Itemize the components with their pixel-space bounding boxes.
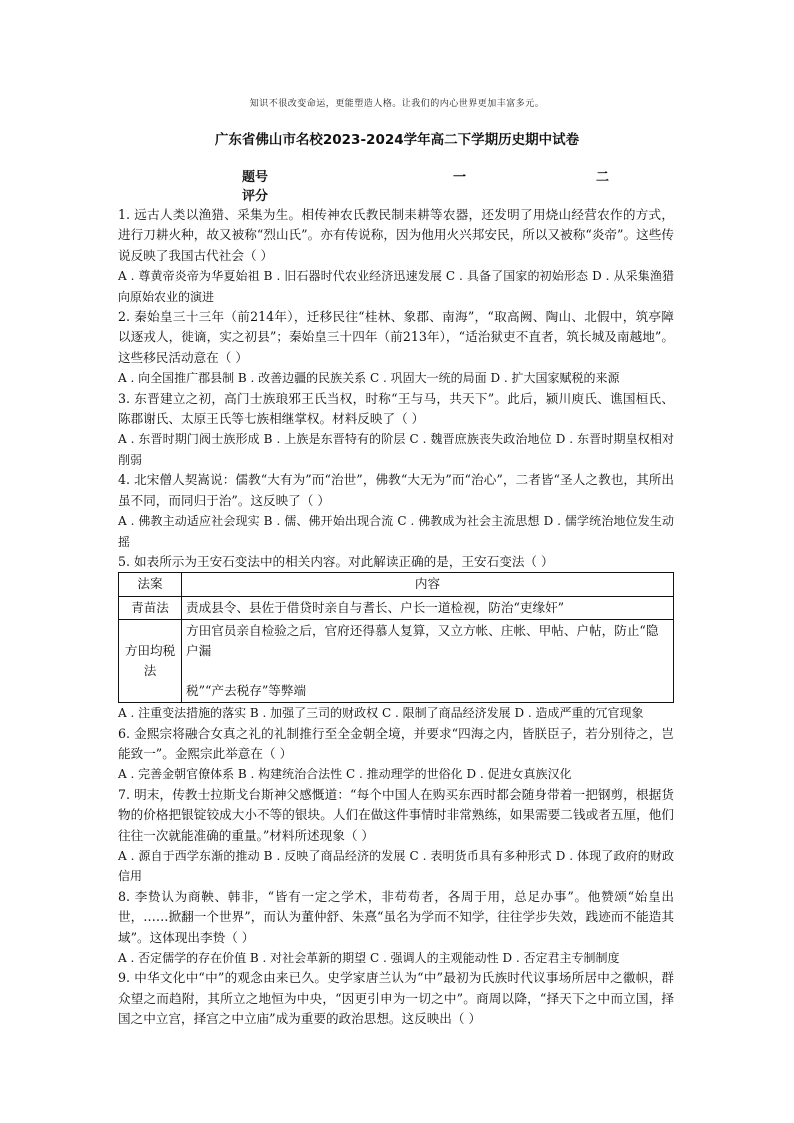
table-header-content: 内容 (182, 573, 674, 596)
question-9-stem: 9. 中华文化中“中”的观念由来已久。史学家唐兰认为“中”最初为氏族时代议事场所居中之徽帜，群众望之而趋附，其所立之地恒为中央，“因更引申为一切之中”。商周以降，“择天下之中而立国，择国之中立宫，择宫之中立庙”成为重要的政治思想。这反映出（ ） (118, 970, 674, 1027)
question-6-stem: 6. 金熙宗将融合女真之礼的礼制推行至全金朝全境，并要求“四海之内，皆朕臣子，若分别待之，岂能致一”。金熙宗此举意在（ ） (118, 725, 674, 761)
exam-title: 广东省佛山市名校2023-2024学年高二下学期历史期中试卷 (214, 132, 580, 148)
table-cell-line: 方田官员亲自检验之后，官府还得慕人复算，又立方帐、庄帐、甲帖、户帖，防止“隐户漏 (186, 623, 659, 659)
question-4-stem: 4. 北宋僧人契嵩说：儒教“大有为”而“治世”，佛教“大无为”而“治心”，二者皆“圣人之教也，其所出虽不同，而同归于治”。这反映了（ ） (118, 472, 674, 508)
table-row (119, 620, 674, 703)
table-cell-spacer (186, 661, 669, 681)
question-8-options: A . 否定儒学的存在价值 B . 对社会革新的期望 C . 强调人的主观能动性 D . 否定君主专制制度 (118, 951, 620, 965)
question-4-options: A . 佛教主动适应社会现实 B . 儒、佛开始出现合流 C . 佛教成为社会主流思想 D . 儒学统治地位发生动摇 (118, 514, 674, 549)
table-cell-law: 方田均税法 (119, 620, 182, 703)
question-1-options: A . 尊黄帝炎帝为华夏始祖 B . 旧石器时代农业经济迅速发展 C . 具备了国家的初始形态 D . 从采集渔猎向原始农业的演进 (118, 269, 674, 304)
question-5-options: A . 注重变法措施的落实 B . 加强了三司的财政权 C . 限制了商品经济发展 D . 造成严重的冗官现象 (118, 706, 644, 721)
table-header-law: 法案 (119, 573, 182, 596)
question-8-stem: 8. 李贽认为商鞅、韩非，“皆有一定之学术，非苟苟者，各周于用，总足办事”。他赞颂“始皇出世，……掀翻一个世界”，而认为董仲舒、朱熹“虽名为学而不知学，往往学步失效，践迹而不能造其域”。这体现出李贽（ ） (118, 888, 674, 945)
table-cell-law: 青苗法 (119, 596, 182, 619)
table-cell-content: 责成县令、县佐于借贷时亲自与耆长、户长一道检视，防治“吏缘奸” (182, 596, 674, 619)
question-list (118, 205, 674, 1030)
question-1-stem: 1. 远古人类以渔猎、采集为生。相传神农氏教民制耒耕等农器，还发明了用烧山经营农作的方式，进行刀耕火种，故又被称“烈山氏”。亦有传说称，因为他用火兴邦安民，所以又被称“炎帝”。这些传说反映了我国古代社会（ ） (118, 207, 674, 263)
question-6-options: A . 完善金朝官僚体系 B . 构建统治合法性 C . 推动理学的世俗化 D . 促进女真族汉化 (118, 767, 572, 782)
question-2-options: A . 向全国推广郡县制 B . 改善边疆的民族关系 C . 巩固大一统的局面 D . 扩大国家赋税的来源 (118, 371, 620, 386)
score-label-question: 题号 (242, 170, 269, 185)
score-col-1: 一 (453, 170, 467, 185)
table-row (119, 596, 674, 619)
question-3-stem: 3. 东晋建立之初，高门士族琅邪王氏当权，时称“王与马，共天下”。此后，颍川庾氏、谯国桓氏、陈郡谢氏、太原王氏等七族相继掌权。材料反映了（ ） (118, 390, 674, 427)
question-2-stem: 2. 秦始皇三十三年（前214年），迁移民往“桂林、象郡、南海”，“取高阙、陶山、北假中，筑亭障以逐戎人，徙谪，实之初县”；秦始皇三十四年（前213年），“适治狱吏不直者，筑长城及南越地”。这些移民活动意在（ ） (118, 309, 674, 365)
reform-table (118, 572, 674, 703)
question-7-options: A . 源自于西学东渐的推动 B . 反映了商品经济的发展 C . 表明货币具有多种形式 D . 体现了政府的财政信用 (118, 848, 674, 884)
score-col-2: 二 (596, 170, 610, 185)
score-label-score: 评分 (242, 189, 269, 204)
question-7-stem: 7. 明末，传教士拉斯戈台斯神父感慨道：“每个中国人在购买东西时都会随身带着一把钢剪，根据货物的价格把银锭铰成大小不等的银块。人们在做这件事情时非常熟练，如果需要二钱或者五厘，他们往往一次就能准确的重量。”材料所述现象（ ） (118, 786, 674, 843)
table-header-row (119, 573, 674, 596)
table-cell-line: 税”“产去税存”等弊端 (186, 683, 307, 699)
table-cell-content (182, 620, 674, 703)
question-5-stem: 5. 如表所示为王安石变法中的相关内容。对此解读正确的是，王安石变法（ ） (118, 553, 554, 569)
question-3-options: A . 东晋时期门阀士族形成 B . 上族是东晋特有的阶层 C . 魏晋庶族丧失政治地位 D . 东晋时期皇权相对削弱 (118, 432, 674, 467)
header-motto: 知识不很改变命运，更能塑造人格。让我们的内心世界更加丰富多元。 (249, 99, 545, 109)
